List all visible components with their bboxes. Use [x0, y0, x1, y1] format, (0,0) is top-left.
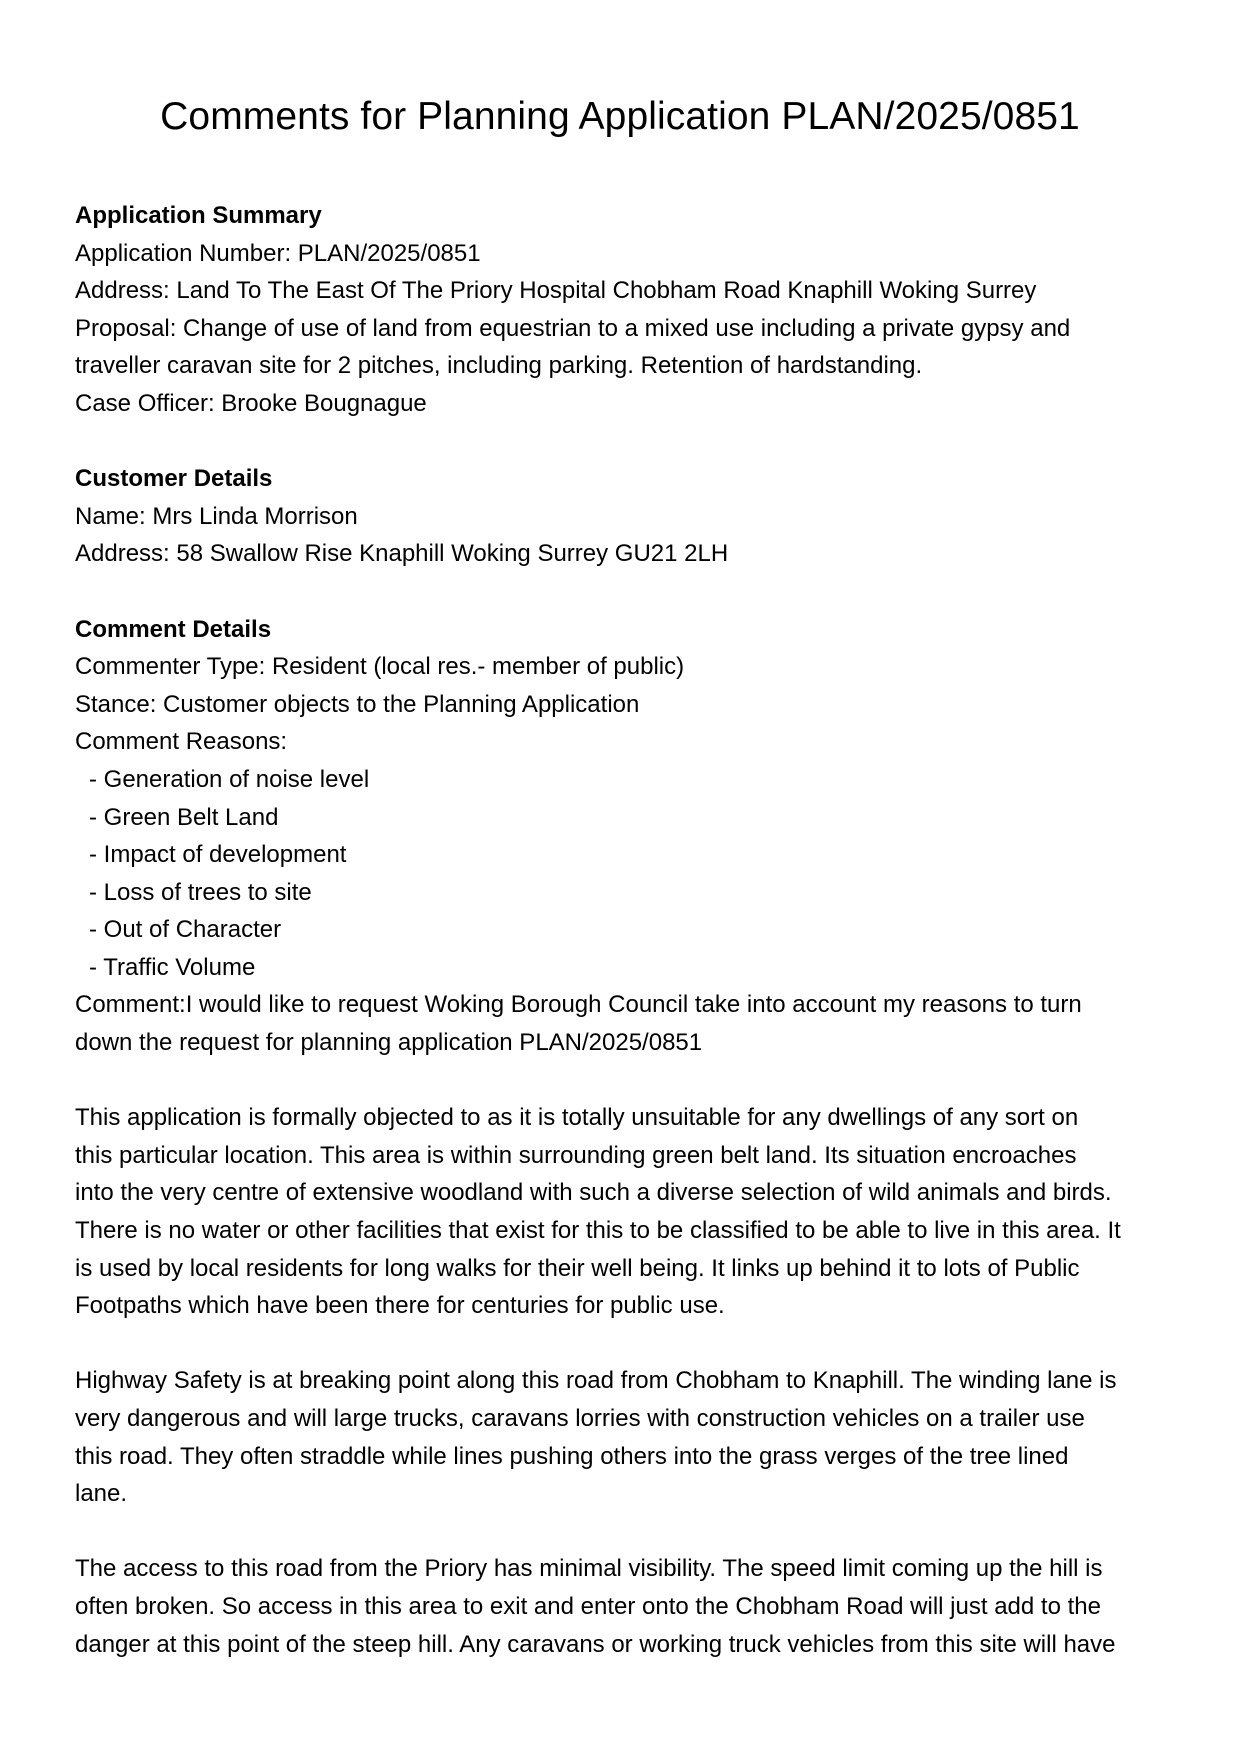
- paragraph-line: this road. They often straddle while lines pushing others into the grass verges of the tree lined: [75, 1442, 1069, 1470]
- section-spacer: [75, 573, 1175, 611]
- list-item: - Traffic Volume: [89, 953, 256, 981]
- application-summary-section: [75, 197, 1175, 423]
- application-proposal-line: Proposal: Change of use of land from equestrian to a mixed use including a private gypsy and: [75, 314, 1071, 342]
- comment-text-line: down the request for planning application PLAN/2025/0851: [75, 1029, 703, 1057]
- paragraph-spacer: [75, 1513, 1175, 1551]
- paragraph-line: is used by local residents for long walks for their well being. It links up behind it to lots of Public: [75, 1254, 1080, 1282]
- stance: Stance: Customer objects to the Planning Application: [75, 690, 640, 718]
- customer-address: Address: 58 Swallow Rise Knaphill Woking Surrey GU21 2LH: [75, 540, 729, 568]
- application-number: Application Number: PLAN/2025/0851: [75, 239, 481, 267]
- comment-paragraph-3: [75, 1550, 1175, 1663]
- application-address: Address: Land To The East Of The Priory Hospital Chobham Road Knaphill Woking Surrey: [75, 277, 1037, 305]
- page-title: Comments for Planning Application PLAN/2025/0851: [160, 95, 1080, 138]
- paragraph-line: Highway Safety is at breaking point along this road from Chobham to Knaphill. The winding lane is: [75, 1367, 1117, 1395]
- paragraph-spacer: [75, 1325, 1175, 1363]
- document-body: [75, 197, 1175, 1663]
- list-item: - Out of Character: [89, 916, 282, 944]
- paragraph-line: this particular location. This area is within surrounding green belt land. Its situation encroaches: [75, 1141, 1077, 1169]
- paragraph-spacer: [75, 1062, 1175, 1100]
- paragraph-line: The access to this road from the Priory has minimal visibility. The speed limit coming up the hill is: [75, 1555, 1103, 1583]
- case-officer: Case Officer: Brooke Bougnague: [75, 389, 427, 417]
- comment-details-section: [75, 611, 1175, 1664]
- paragraph-line: into the very centre of extensive woodland with such a diverse selection of wild animals and birds.: [75, 1179, 1112, 1207]
- paragraph-line: often broken. So access in this area to exit and enter onto the Chobham Road will just add to the: [75, 1592, 1101, 1620]
- list-item: - Generation of noise level: [89, 765, 370, 793]
- comment-reasons-label: Comment Reasons:: [75, 728, 288, 756]
- paragraph-line: There is no water or other facilities that exist for this to be classified to be able to live in this area. It: [75, 1217, 1121, 1245]
- comment-paragraph-1: [75, 1099, 1175, 1325]
- comment-paragraph-2: [75, 1362, 1175, 1512]
- list-item: - Green Belt Land: [89, 803, 279, 831]
- customer-name: Name: Mrs Linda Morrison: [75, 502, 358, 530]
- paragraph-line: This application is formally objected to as it is totally unsuitable for any dwellings of any sort on: [75, 1104, 1079, 1132]
- paragraph-line: Footpaths which have been there for centuries for public use.: [75, 1292, 725, 1320]
- comment-details-heading: Comment Details: [75, 615, 272, 643]
- paragraph-line: very dangerous and will large trucks, caravans lorries with construction vehicles on a trailer use: [75, 1405, 1085, 1432]
- section-spacer: [75, 423, 1175, 461]
- commenter-type: Commenter Type: Resident (local res.- member of public): [75, 653, 685, 681]
- customer-details-section: [75, 460, 1175, 573]
- list-item: - Impact of development: [89, 841, 347, 869]
- application-summary-heading: Application Summary: [75, 202, 322, 229]
- paragraph-line: danger at this point of the steep hill. Any caravans or working truck vehicles from this site will have: [75, 1630, 1116, 1658]
- application-proposal-line: traveller caravan site for 2 pitches, including parking. Retention of hardstanding.: [75, 352, 923, 380]
- customer-details-heading: Customer Details: [75, 465, 273, 493]
- comment-text-line: Comment:I would like to request Woking Borough Council take into account my reasons to turn: [75, 991, 1082, 1019]
- paragraph-line: lane.: [75, 1480, 128, 1508]
- list-item: - Loss of trees to site: [89, 878, 312, 906]
